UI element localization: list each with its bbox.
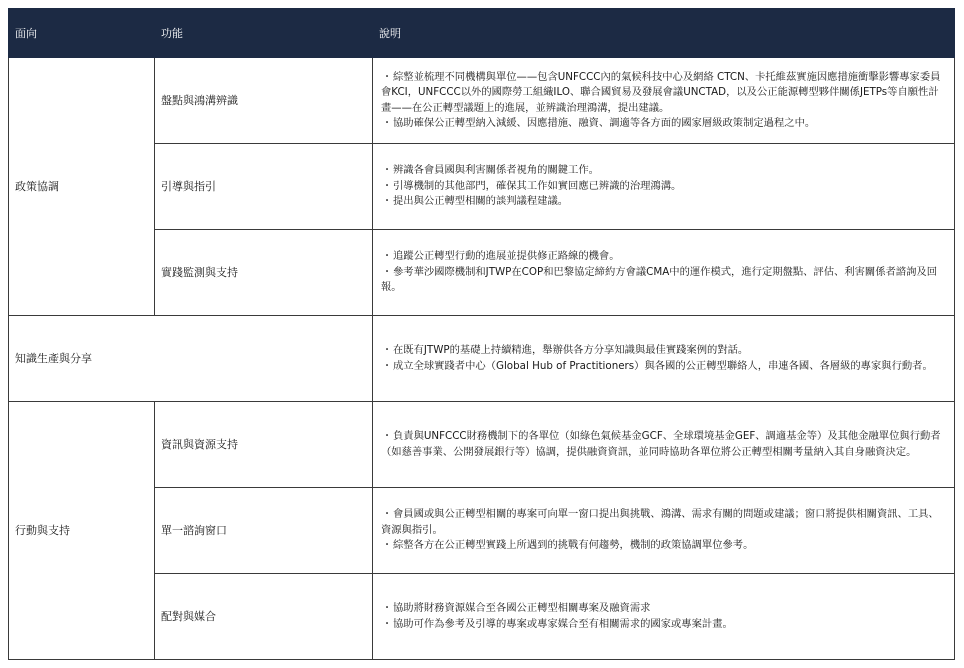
bullet-icon: ・ bbox=[381, 265, 393, 278]
bullet-item bbox=[381, 265, 946, 296]
bullet-icon: ・ bbox=[381, 508, 393, 521]
aspect-knowledge: 知識生產與分享 bbox=[9, 316, 373, 402]
bullet-text: 負責與UNFCCC財務機制下的各單位（如綠色氣候基金GCF、全球環境基金GEF、調適基金等）及其他金融單位與行動者（如慈善事業、公開發展銀行等）協調，提供融資資訊，並同時協助各單位將公正轉型相關考量納入其自身融資決定。 bbox=[381, 430, 941, 458]
bullet-item bbox=[381, 194, 946, 210]
bullet-icon: ・ bbox=[381, 117, 393, 129]
bullet-item bbox=[381, 429, 946, 460]
bullet-text: 會員國或與公正轉型相關的專案可向單一窗口提出與挑戰、鴻溝、需求有關的問題或建議；窗口將提供相關資訊、工具、資源與指引。 bbox=[381, 508, 939, 536]
function-cell: 資訊與資源支持 bbox=[155, 402, 373, 488]
bullet-text: 成立全球實踐者中心（Global Hub of Practitioners）與各國的公正轉型聯絡人，串連各國、各層級的專家與行動者。 bbox=[393, 359, 933, 372]
functions-table bbox=[8, 8, 955, 660]
description-cell bbox=[373, 230, 955, 316]
description-cell bbox=[373, 58, 955, 144]
function-cell: 盤點與鴻溝辨識 bbox=[155, 58, 373, 144]
description-cell bbox=[373, 402, 955, 488]
aspect-policy: 政策協調 bbox=[9, 58, 155, 316]
table-row bbox=[9, 402, 955, 488]
function-cell: 引導與指引 bbox=[155, 144, 373, 230]
function-cell: 單一諮詢窗口 bbox=[155, 488, 373, 574]
bullet-icon: ・ bbox=[381, 602, 393, 614]
bullet-text: 追蹤公正轉型行動的進展並提供修正路線的機會。 bbox=[393, 250, 620, 263]
description-cell bbox=[373, 144, 955, 230]
bullet-item bbox=[381, 601, 946, 617]
description-cell bbox=[373, 316, 955, 402]
table-row bbox=[9, 316, 955, 402]
bullet-item bbox=[381, 249, 946, 265]
function-cell: 實踐監測與支持 bbox=[155, 230, 373, 316]
bullet-icon: ・ bbox=[381, 195, 393, 208]
table-row bbox=[9, 58, 955, 144]
function-cell: 配對與媒合 bbox=[155, 574, 373, 660]
bullet-item bbox=[381, 163, 946, 179]
bullet-item bbox=[381, 538, 946, 554]
bullet-item bbox=[381, 343, 946, 359]
bullet-item bbox=[381, 359, 946, 375]
bullet-item bbox=[381, 507, 946, 538]
bullet-icon: ・ bbox=[381, 70, 393, 83]
description-cell bbox=[373, 488, 955, 574]
header-description: 說明 bbox=[373, 9, 955, 58]
bullet-icon: ・ bbox=[381, 250, 393, 263]
bullet-icon: ・ bbox=[381, 179, 393, 192]
bullet-item bbox=[381, 116, 946, 132]
bullet-text: 在既有JTWP的基礎上持續精進，舉辦供各方分享知識與最佳實踐案例的對話。 bbox=[393, 344, 749, 356]
bullet-icon: ・ bbox=[381, 359, 393, 372]
bullet-text: 協助可作為參考及引導的專案或專家媒合至有相關需求的國家或專案計畫。 bbox=[393, 617, 733, 630]
bullet-text: 參考華沙國際機制和JTWP在COP和巴黎協定締約方會議CMA中的運作模式，進行定期盤點、評估、利害關係者諮詢及回報。 bbox=[381, 265, 937, 294]
aspect-action: 行動與支持 bbox=[9, 402, 155, 660]
bullet-icon: ・ bbox=[381, 164, 393, 177]
bullet-text: 協助確保公正轉型納入減緩、因應措施、融資、調適等各方面的國家層級政策制定過程之中。 bbox=[393, 117, 816, 129]
bullet-icon: ・ bbox=[381, 539, 393, 552]
bullet-text: 引導機制的其他部門，確保其工作如實回應已辨識的治理鴻溝。 bbox=[393, 179, 682, 192]
bullet-icon: ・ bbox=[381, 617, 393, 630]
description-cell bbox=[373, 574, 955, 660]
bullet-text: 綜整並梳理不同機構與單位——包含UNFCCC內的氣候科技中心及網絡 CTCN、卡托維茲實施因應措施衝擊影響專家委員會KCI，UNFCCC以外的國際勞工組織ILO、聯合國貿易及發展會議UNCTAD，以及公正能源轉型夥伴關係JETPs等自願性計畫——在公正轉型議題上的進展，並辨識治理鴻溝，提出建議。 bbox=[381, 70, 941, 114]
bullet-text: 綜整各方在公正轉型實踐上所遇到的挑戰有何趨勢，機制的政策協調單位參考。 bbox=[393, 539, 754, 552]
bullet-item bbox=[381, 70, 946, 117]
header-function: 功能 bbox=[155, 9, 373, 58]
header-aspect: 面向 bbox=[9, 9, 155, 58]
bullet-text: 提出與公正轉型相關的談判議程建議。 bbox=[393, 195, 569, 208]
header-row bbox=[9, 9, 955, 58]
table-wrapper bbox=[8, 8, 954, 660]
bullet-text: 辨識各會員國與利害關係者視角的關鍵工作。 bbox=[393, 164, 599, 177]
bullet-item bbox=[381, 179, 946, 195]
bullet-icon: ・ bbox=[381, 430, 393, 442]
bullet-item bbox=[381, 617, 946, 633]
bullet-icon: ・ bbox=[381, 344, 393, 356]
bullet-text: 協助將財務資源媒合至各國公正轉型相關專案及融資需求 bbox=[393, 602, 651, 614]
